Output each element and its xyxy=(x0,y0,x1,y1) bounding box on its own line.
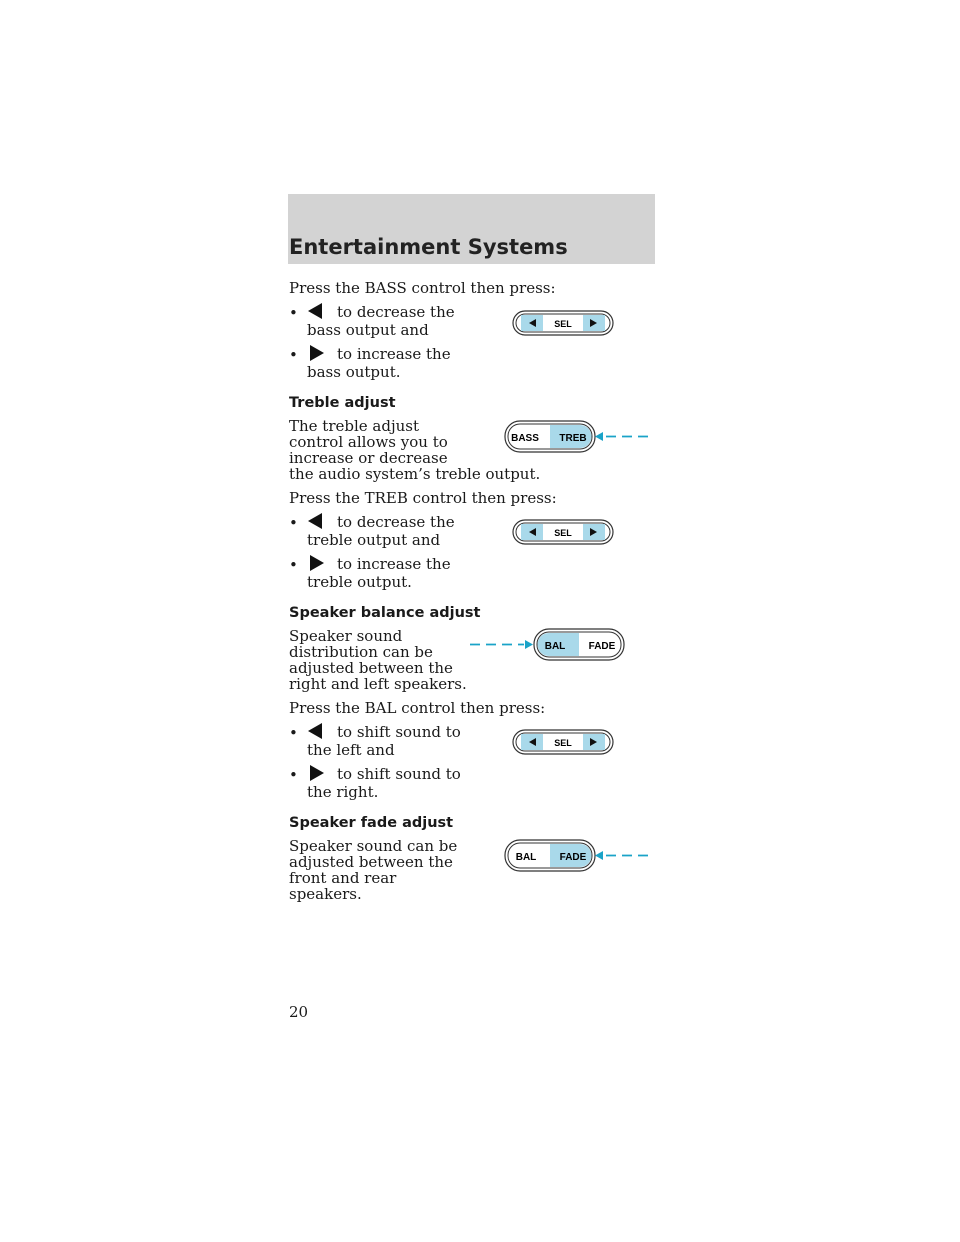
balance-dec-line2: the left and xyxy=(307,741,395,759)
treble-desc-line: The treble adjust xyxy=(289,417,420,435)
bass-intro: Press the BASS control then press: xyxy=(289,279,556,297)
fade-desc-line: adjusted between the xyxy=(289,853,453,871)
balance-inc-line2: the right. xyxy=(307,783,379,801)
bass-dec-line1: to decrease the xyxy=(337,303,455,321)
balance-desc-line: Speaker sound xyxy=(289,627,403,645)
treble-desc-line: the audio system’s treble output. xyxy=(289,465,541,483)
right-arrow-icon xyxy=(310,345,324,361)
balance-inc-line1: to shift sound to xyxy=(337,765,461,783)
balance-dec-line1: to shift sound to xyxy=(337,723,461,741)
balance-desc-line: right and left speakers. xyxy=(289,675,467,693)
bullet: • xyxy=(289,346,298,364)
treble-desc-line: control allows you to xyxy=(289,433,448,451)
sel-control-figure xyxy=(512,310,614,336)
bal-label: BAL xyxy=(515,852,537,863)
fade-label: FADE xyxy=(559,852,587,863)
left-arrow-icon xyxy=(308,723,322,739)
sel-control-figure xyxy=(512,729,614,755)
bass-treb-control-figure xyxy=(504,420,656,454)
treble-heading: Treble adjust xyxy=(289,395,396,411)
left-arrow-icon xyxy=(308,303,322,319)
treble-inc-line2: treble output. xyxy=(307,573,412,591)
bal-fade-control-figure xyxy=(468,628,626,662)
bullet: • xyxy=(289,766,298,784)
treb-label: TREB xyxy=(559,433,587,444)
treble-intro: Press the TREB control then press: xyxy=(289,489,557,507)
bullet: • xyxy=(289,304,298,322)
bal-fade-control-figure xyxy=(504,839,656,873)
treble-dec-line2: treble output and xyxy=(307,531,441,549)
treble-desc-line: increase or decrease xyxy=(289,449,448,467)
bullet: • xyxy=(289,556,298,574)
page-title: Entertainment Systems xyxy=(289,235,568,259)
pointer-arrow-icon xyxy=(595,432,603,441)
balance-desc-line: distribution can be xyxy=(289,643,433,661)
bal-label: BAL xyxy=(544,641,566,652)
page-number: 20 xyxy=(289,1003,309,1021)
right-arrow-icon xyxy=(310,765,324,781)
fade-desc-line: front and rear xyxy=(289,869,397,887)
bass-label: BASS xyxy=(511,433,539,444)
bullet: • xyxy=(289,514,298,532)
left-arrow-icon xyxy=(308,513,322,529)
sel-control-figure xyxy=(512,519,614,545)
pointer-arrow-icon xyxy=(595,851,603,860)
sel-label: SEL xyxy=(554,528,572,538)
right-arrow-icon xyxy=(310,555,324,571)
sel-label: SEL xyxy=(554,319,572,329)
bass-inc-line1: to increase the xyxy=(337,345,451,363)
fade-heading: Speaker fade adjust xyxy=(289,815,454,831)
fade-desc-line: Speaker sound can be xyxy=(289,837,458,855)
bass-dec-line2: bass output and xyxy=(307,321,429,339)
balance-heading: Speaker balance adjust xyxy=(289,605,481,621)
sel-label: SEL xyxy=(554,738,572,748)
bullet: • xyxy=(289,724,298,742)
fade-desc-line: speakers. xyxy=(289,885,362,903)
balance-desc-line: adjusted between the xyxy=(289,659,453,677)
treble-dec-line1: to decrease the xyxy=(337,513,455,531)
treble-inc-line1: to increase the xyxy=(337,555,451,573)
pointer-arrow-icon xyxy=(525,640,533,649)
balance-intro: Press the BAL control then press: xyxy=(289,699,546,717)
bass-inc-line2: bass output. xyxy=(307,363,401,381)
fade-label: FADE xyxy=(588,641,616,652)
